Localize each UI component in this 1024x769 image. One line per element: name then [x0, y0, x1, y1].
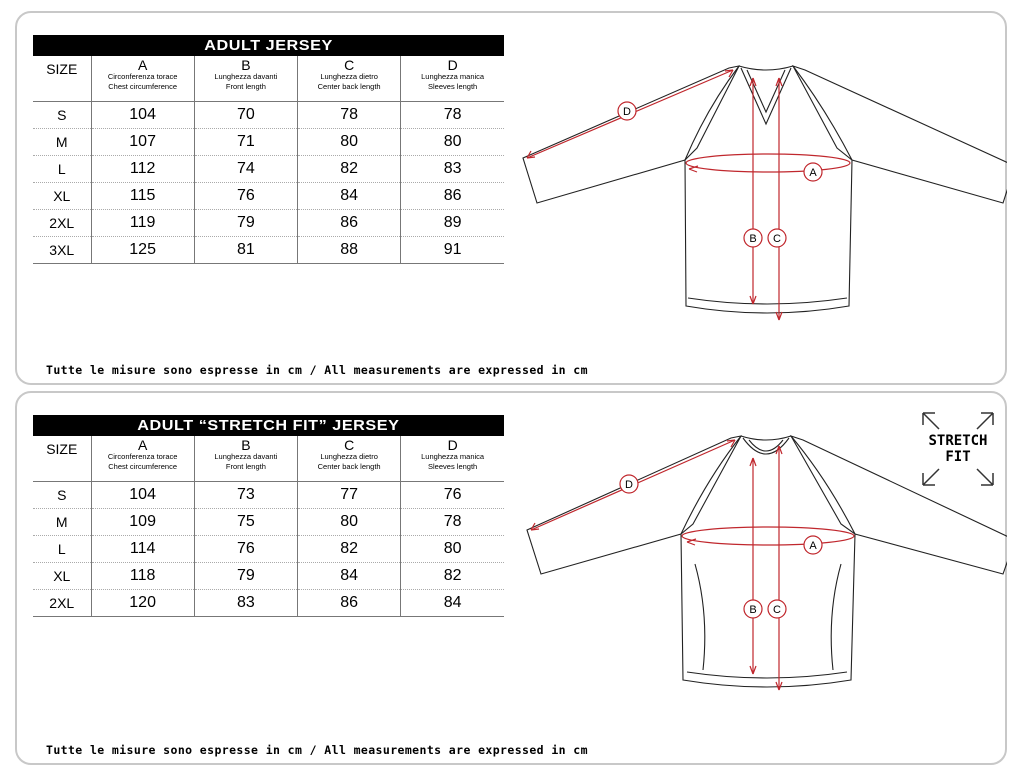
footnote: Tutte le misure sono espresse in cm / All measurements are expressed in cm	[46, 363, 588, 377]
front-length-cell: 81	[194, 237, 297, 264]
front-length-cell: 79	[194, 563, 297, 590]
front-length-cell: 76	[194, 183, 297, 210]
table-row	[33, 563, 504, 590]
size-cell: XL	[33, 183, 91, 210]
sleeve-length-cell: 89	[401, 210, 504, 237]
table-row	[33, 482, 504, 509]
chest-cell: 120	[91, 590, 194, 617]
sleeve-length-cell: 83	[401, 156, 504, 183]
front-length-cell: 79	[194, 210, 297, 237]
adult-jersey-panel	[15, 11, 1007, 385]
column-header-b: B Lunghezza davanti Front length	[194, 436, 297, 482]
back-length-cell: 86	[298, 590, 401, 617]
table-row	[33, 237, 504, 264]
sleeve-length-cell: 91	[401, 237, 504, 264]
back-length-cell: 80	[298, 129, 401, 156]
front-length-cell: 71	[194, 129, 297, 156]
back-length-cell: 77	[298, 482, 401, 509]
chest-cell: 109	[91, 509, 194, 536]
chest-cell: 114	[91, 536, 194, 563]
sleeve-length-cell: 78	[401, 509, 504, 536]
chest-cell: 115	[91, 183, 194, 210]
back-length-cell: 82	[298, 536, 401, 563]
front-length-cell: 76	[194, 536, 297, 563]
label-c: C	[773, 233, 781, 245]
label-c: C	[773, 604, 781, 616]
sleeve-length-cell: 80	[401, 129, 504, 156]
column-header-c: C Lunghezza dietro Center back length	[298, 56, 401, 102]
column-header-b: B Lunghezza davanti Front length	[194, 56, 297, 102]
chest-cell: 125	[91, 237, 194, 264]
size-cell: M	[33, 509, 91, 536]
adult-stretch-fit-jersey-panel	[15, 391, 1007, 765]
chest-cell: 118	[91, 563, 194, 590]
back-length-cell: 78	[298, 102, 401, 129]
column-header-a: A Circonferenza torace Chest circumference	[91, 436, 194, 482]
chest-cell: 119	[91, 210, 194, 237]
size-cell: 3XL	[33, 237, 91, 264]
column-header-c: C Lunghezza dietro Center back length	[298, 436, 401, 482]
badge-line-2: FIT	[945, 449, 971, 465]
front-length-cell: 70	[194, 102, 297, 129]
size-cell: S	[33, 102, 91, 129]
label-a: A	[809, 540, 817, 552]
column-header-size: SIZE	[33, 56, 91, 102]
table-title: ADULT “STRETCH FIT” JERSEY	[33, 415, 504, 436]
sleeve-length-cell: 76	[401, 482, 504, 509]
sleeve-length-cell: 84	[401, 590, 504, 617]
table-row	[33, 102, 504, 129]
back-length-cell: 84	[298, 563, 401, 590]
sleeve-length-cell: 78	[401, 102, 504, 129]
back-length-cell: 80	[298, 509, 401, 536]
front-length-cell: 73	[194, 482, 297, 509]
table-row	[33, 536, 504, 563]
column-header-row	[33, 436, 504, 482]
footnote: Tutte le misure sono espresse in cm / All measurements are expressed in cm	[46, 743, 588, 757]
size-cell: 2XL	[33, 590, 91, 617]
back-length-cell: 86	[298, 210, 401, 237]
label-b: B	[749, 604, 757, 616]
sleeve-length-cell: 80	[401, 536, 504, 563]
table-row	[33, 183, 504, 210]
back-length-cell: 84	[298, 183, 401, 210]
size-table-adult-jersey	[33, 35, 504, 264]
back-length-cell: 88	[298, 237, 401, 264]
size-cell: L	[33, 536, 91, 563]
back-length-cell: 82	[298, 156, 401, 183]
jersey-outline-icon	[507, 48, 1007, 328]
label-d: D	[625, 479, 633, 491]
table-row	[33, 509, 504, 536]
front-length-cell: 74	[194, 156, 297, 183]
badge-line-1: STRETCH	[928, 433, 988, 449]
size-cell: L	[33, 156, 91, 183]
label-a: A	[809, 167, 817, 179]
table-row	[33, 156, 504, 183]
table-row	[33, 210, 504, 237]
table-title: ADULT JERSEY	[33, 35, 504, 56]
label-b: B	[749, 233, 757, 245]
size-cell: 2XL	[33, 210, 91, 237]
column-header-row	[33, 56, 504, 102]
table-row	[33, 590, 504, 617]
column-header-a: A Circonferenza torace Chest circumference	[91, 56, 194, 102]
chest-cell: 112	[91, 156, 194, 183]
label-d: D	[623, 106, 631, 118]
size-cell: M	[33, 129, 91, 156]
chest-cell: 104	[91, 482, 194, 509]
size-cell: S	[33, 482, 91, 509]
chest-cell: 104	[91, 102, 194, 129]
size-table-stretch-fit	[33, 415, 504, 617]
sleeve-length-cell: 86	[401, 183, 504, 210]
stretch-fit-badge	[919, 409, 997, 489]
sleeve-length-cell: 82	[401, 563, 504, 590]
column-header-size: SIZE	[33, 436, 91, 482]
front-length-cell: 75	[194, 509, 297, 536]
table-row	[33, 129, 504, 156]
column-header-d: D Lunghezza manica Sleeves length	[401, 436, 504, 482]
size-cell: XL	[33, 563, 91, 590]
front-length-cell: 83	[194, 590, 297, 617]
chest-cell: 107	[91, 129, 194, 156]
column-header-d: D Lunghezza manica Sleeves length	[401, 56, 504, 102]
